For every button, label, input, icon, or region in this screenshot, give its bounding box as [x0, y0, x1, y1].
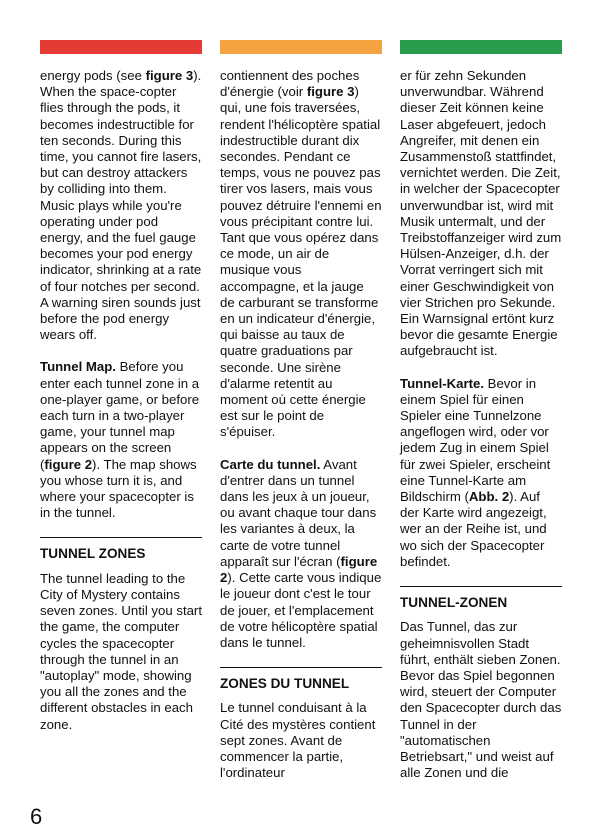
energy-pods-paragraph — [220, 68, 382, 441]
orange-header-bar — [220, 40, 382, 54]
paragraph-lead: Tunnel Map. — [40, 359, 116, 375]
french-column — [220, 68, 382, 797]
figure-ref: figure 2 — [220, 553, 378, 586]
energy-pods-paragraph — [40, 68, 202, 343]
section-rule — [220, 667, 382, 668]
text: ). Auf der Karte wird angezeigt, wer an der Reihe ist, und wo sich der Spacecopter befindet. — [400, 489, 547, 569]
text: Before you enter each tunnel zone in a one-player game, or before each turn in a two-player game, your tunnel map appears on the screen ( — [40, 359, 200, 472]
german-column — [400, 68, 562, 797]
text: ) qui, une fois traversées, rendent l'hélicoptère spatial indestructible durant dix secondes. Pendant ce temps, vous ne pouvez pas tirer vos lasers, mais vous pouvez détruire l'ennemi en vous précipitant contre lui. Tant que vous opérez dans ce mode, un air de musique vous accompagne, et la jauge de carburant se transforme en un indicateur d'énergie, qui baisse au taux de quatre graduations par seconde. Une sirène d'alarme retentit au moment où cette énergie est sur le point de s'épuiser. — [220, 84, 382, 440]
text: energy pods (see — [40, 68, 146, 83]
figure-ref: Abb. 2 — [468, 489, 510, 505]
tunnel-zones-paragraph: The tunnel leading to the City of Mystery contains seven zones. Until you start the game, the computer cycles the spacecopter through the tunnel in an "autoplay" mode, showing you all the zones and the different obstacles in each zone. — [40, 570, 202, 732]
paragraph-lead: Carte du tunnel. — [220, 456, 321, 472]
section-heading: ZONES DU TUNNEL — [220, 676, 350, 692]
tunnel-map-paragraph — [400, 376, 562, 570]
paragraph-lead: Tunnel-Karte. — [400, 375, 485, 391]
tunnel-zones-paragraph: Das Tunnel, das zur geheimnisvollen Stadt führt, enthält sieben Zonen. Bevor das Spiel begonnen wird, steuert der Computer den Spacecopter durch das Tunnel in der "automatischen Betriebsart," und weist auf alle Zonen und die — [400, 619, 562, 781]
text: ). Cette carte vous indique le joueur dont c'est le tour de jouer, et l'emplacement de votre hélicoptère spatial dans le tunnel. — [220, 570, 382, 650]
text: ). When the space-copter flies through the pods, it becomes indestructible for ten seconds. During this time, you cannot fire lasers, but can destroy attackers by colliding into them. Music plays while you're operating under pod energy, and the fuel gauge becomes your pod energy indicator, shrinking at a rate of four notches per second. A warning siren sounds just before the pod energy wears off. — [40, 68, 202, 343]
text: contiennent des poches d'énergie (voir — [220, 68, 360, 100]
text: Bevor in einem Spiel für einen Spieler eine Tunnelzone angeflogen wird, oder vor jedem Zug in einem Spiel für zwei Spieler, erscheint eine Tunnel-Karte am Bildschirm ( — [400, 375, 551, 505]
tunnel-map-paragraph — [220, 457, 382, 651]
text: Avant d'entrer dans un tunnel dans les jeux à un joueur, ou avant chaque tour dans les variantes à deux, la carte de votre tunnel apparaît sur l'écran ( — [220, 456, 377, 569]
section-heading: TUNNEL-ZONEN — [400, 595, 508, 611]
section-rule — [40, 537, 202, 538]
page-number: 6 — [30, 804, 43, 829]
tunnel-map-paragraph — [40, 359, 202, 521]
energy-pods-paragraph: er für zehn Sekunden unverwundbar. Während dieser Zeit können keine Laser abgefeuert, jedoch Angreifer, mit denen ein Zusammenstoß stattfindet, vernichtet werden. Die Zeit, in welcher der Spacecopter unverwundbar ist, wird mit Musik untermalt, und der Treibstoffanzeiger wird zum Hülsen-Anzeiger, d.h. der Vorrat verringert sich mit einer Geschwindigkeit von vier Strichen pro Sekunde. Ein Warnsignal ertönt kurz bevor die gesamte Energie aufgebraucht ist. — [400, 68, 562, 359]
section-rule — [400, 586, 562, 587]
green-header-bar — [400, 40, 562, 54]
tunnel-zones-paragraph: Le tunnel conduisant à la Cité des mystères contient sept zones. Avant de commencer la partie, l'ordinateur — [220, 700, 376, 781]
english-column — [40, 68, 202, 749]
figure-ref: figure 3 — [306, 84, 355, 100]
red-header-bar — [40, 40, 202, 54]
figure-ref: figure 3 — [145, 68, 194, 83]
text: ). The map shows you whose turn it is, and where your spacecopter is in the tunnel. — [40, 456, 197, 521]
section-heading: TUNNEL ZONES — [40, 546, 146, 562]
figure-ref: figure 2 — [44, 456, 93, 472]
